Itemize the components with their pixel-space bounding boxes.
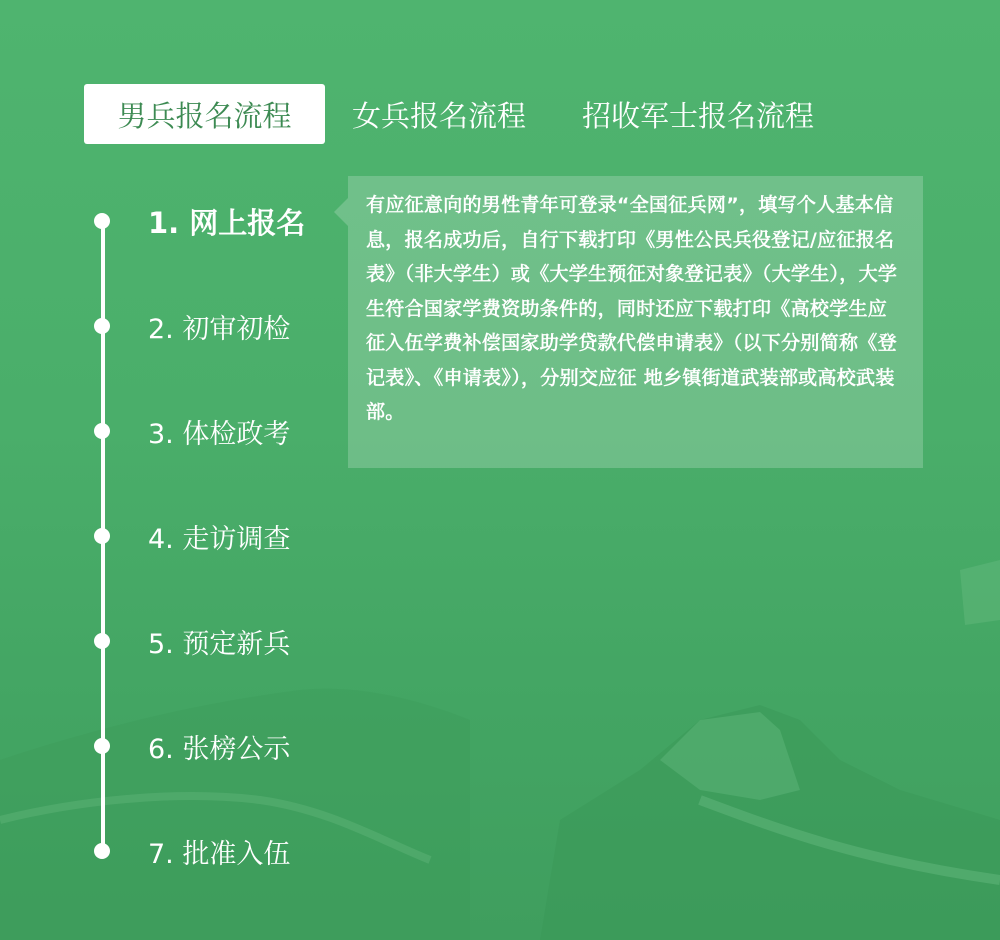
process-tabs — [84, 84, 814, 144]
step-description-box — [348, 176, 923, 468]
step-dot — [94, 633, 110, 649]
step-label: 3. 体检政考 — [148, 418, 291, 450]
tab-female-enlistment[interactable]: 女兵报名流程 — [352, 98, 527, 133]
step-public-notice[interactable] — [94, 726, 290, 766]
step-label: 6. 张榜公示 — [148, 733, 291, 765]
step-dot — [94, 213, 110, 229]
tab-nco-recruitment[interactable]: 招收军士报名流程 — [582, 98, 815, 133]
step-label: 1. 网上报名 — [148, 205, 306, 240]
step-label: 5. 预定新兵 — [148, 628, 291, 660]
step-dot — [94, 738, 110, 754]
step-preliminary-review[interactable] — [94, 306, 290, 346]
step-home-visit[interactable] — [94, 516, 290, 556]
step-medical-political-exam[interactable] — [94, 411, 290, 451]
step-approval-enlistment[interactable] — [94, 831, 290, 871]
step-label: 4. 走访调查 — [148, 523, 291, 555]
step-dot — [94, 318, 110, 334]
step-label: 2. 初审初检 — [148, 313, 291, 345]
step-recruit-selection[interactable] — [94, 621, 290, 661]
step-dot — [94, 423, 110, 439]
step-online-registration[interactable] — [94, 201, 305, 241]
pointer-arrow — [334, 198, 348, 226]
step-label: 7. 批准入伍 — [148, 838, 291, 870]
tab-male-enlistment[interactable]: 男兵报名流程 — [84, 84, 325, 144]
step-dot — [94, 528, 110, 544]
step-description-text: 有应征意向的男性青年可登录“全国征兵网”，填写个人基本信息，报名成功后，自行下载打印《男性公民兵役登记/应征报名表》（非大学生）或《大学生预征对象登记表》（大学生），大学生符合国家学费资助条件的，同时还应下载打印《高校学生应征入伍学费补偿国家助学贷款代偿申请表》（以下分别简称《登记表》、《申请表》），分别交应征 地乡镇街道武装部或高校武装部。 — [366, 194, 898, 423]
step-dot — [94, 843, 110, 859]
